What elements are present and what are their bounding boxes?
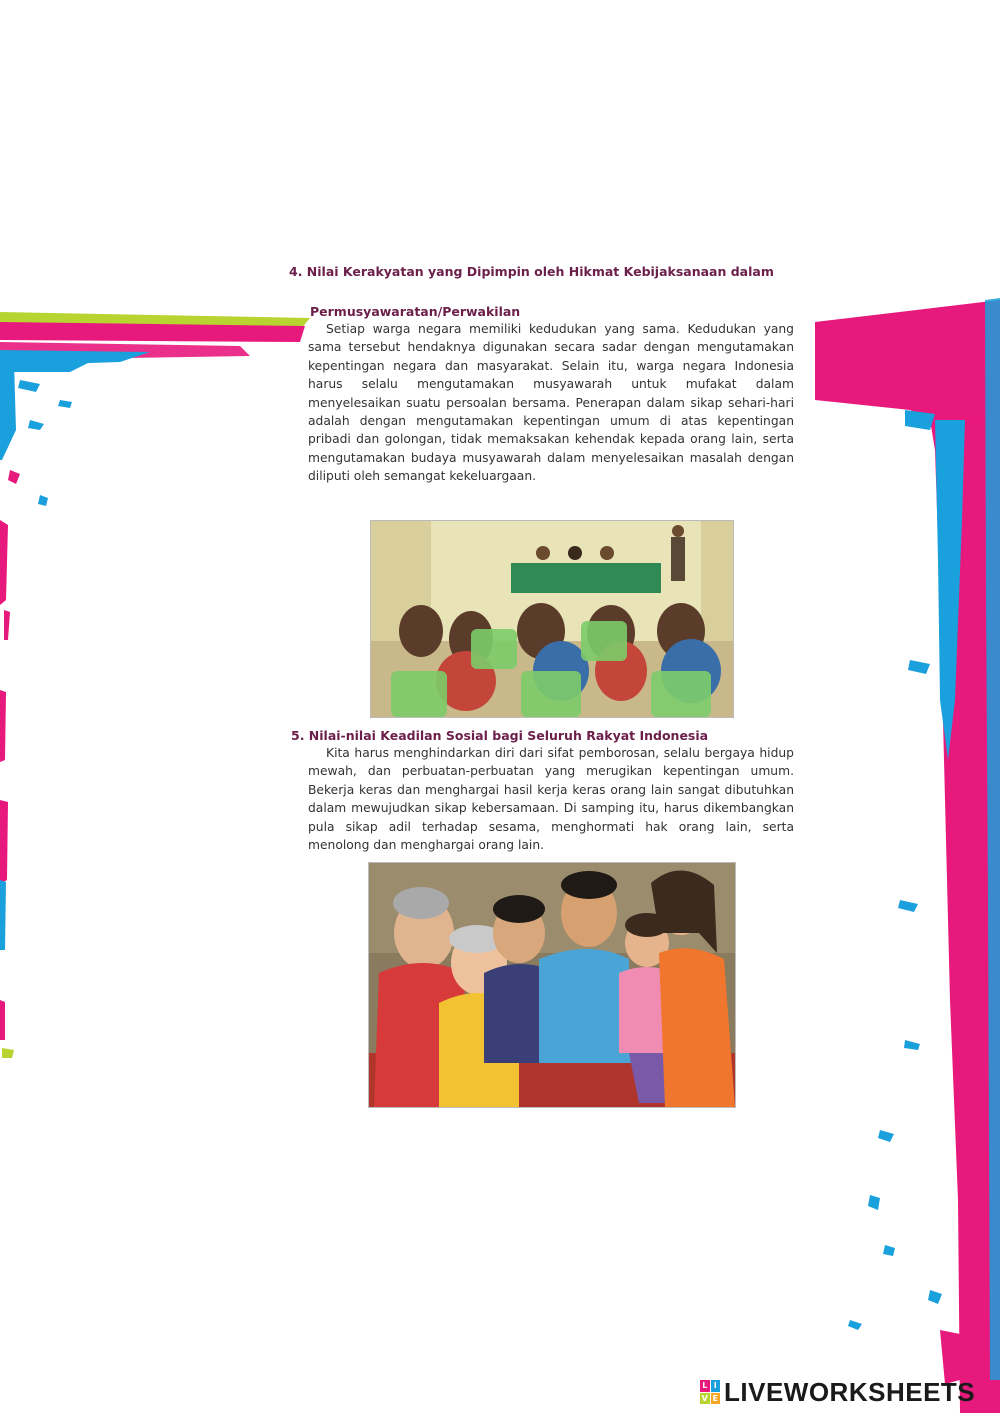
logo-letter-l: L — [700, 1380, 710, 1392]
logo-text: LIVEWORKSHEETS — [724, 1376, 976, 1407]
section-4-paragraph — [308, 320, 794, 486]
logo-letter-v: V — [701, 1393, 708, 1403]
meeting-illustration — [370, 520, 734, 718]
section-4-subheading: Permusyawaratan/Perwakilan — [310, 304, 521, 319]
logo-letter-e: E — [711, 1393, 721, 1405]
logo-icon — [700, 1380, 720, 1404]
liveworksheets-logo — [700, 1378, 975, 1406]
section-5-paragraph — [308, 744, 794, 854]
family-illustration — [368, 862, 736, 1108]
section-4-body: Setiap warga negara memiliki kedudukan yang sama. Kedudukan yang sama tersebut hendaknya digunakan secara sadar dengan mengutamakan kepentingan negara dan masyarakat. Selain itu, warga negara Indonesia harus selalu mengutamakan musyawarah untuk mufakat dalam menyelesaikan suatu persoalan bersama. Penerapan dalam sikap sehari-hari adalah dengan mengutamakan kepentingan umum di atas kepentingan pribadi dan golongan, tidak memaksakan kehendak kepada orang lain, serta mengutamakan budaya musyawarah dalam menyelesaikan masalah dengan diliputi oleh semangat kekeluargaan. — [308, 322, 794, 484]
section-5-body: Kita harus menghindarkan diri dari sifat pemborosan, selalu bergaya hidup mewah, dan perbuatan-perbuatan yang merugikan kepentingan umum. Bekerja keras dan menghargai hasil kerja keras orang lain sangat dibutuhkan dalam mewujudkan sikap kebersamaan. Di samping itu, harus dikembangkan pula sikap adil terhadap sesama, menghormati hak orang lain, serta menolong dan menghargai orang lain. — [308, 746, 794, 853]
section-4-heading: 4. Nilai Kerakyatan yang Dipimpin oleh Hikmat Kebijaksanaan dalam — [289, 264, 774, 279]
logo-letter-i: I — [711, 1380, 721, 1392]
section-5-heading: 5. Nilai-nilai Keadilan Sosial bagi Seluruh Rakyat Indonesia — [291, 728, 709, 743]
